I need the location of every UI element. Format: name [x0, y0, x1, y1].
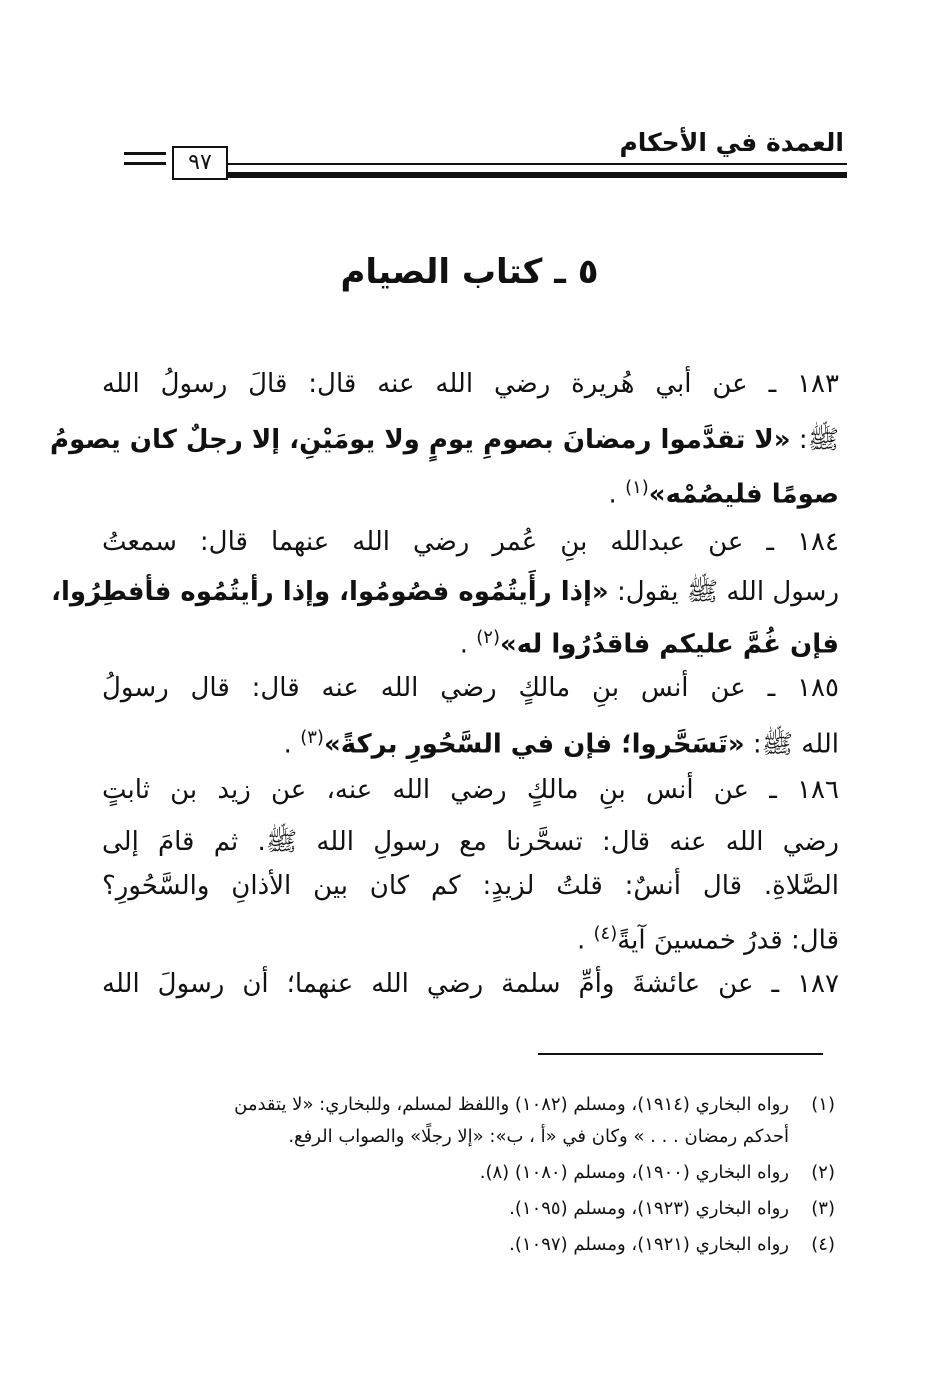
- footnote-2: (٢)رواه البخاري (١٩٠٠)، ومسلم (١٠٨٠) (٨).: [479, 1162, 835, 1183]
- hadith-186-line-1: ١٨٦ ـ عن أنس بنِ مالكٍ رضي الله عنه، عن زيد بن ثابتٍ: [102, 775, 839, 805]
- footnote-ref-4: (٤): [593, 923, 618, 944]
- footnote-4: (٤)رواه البخاري (١٩٢١)، ومسلم (١٠٩٧).: [509, 1234, 835, 1255]
- footnote-3: (٣)رواه البخاري (١٩٢٣)، ومسلم (١٠٩٥).: [509, 1198, 835, 1219]
- hadith-185-line-2: الله ﷺ: «تَسَحَّروا؛ فإن في السَّحُورِ بركةً»$^{(٣)}$ .: [283, 727, 839, 760]
- footnote-1-line-2: أحدكم رمضان . . . » وكان في «أ ، ب»: «إلا رجلًا» والصواب الرفع.: [288, 1126, 789, 1147]
- hadith-184-line-3: فإن غُمَّ عليكم فاقدُرُوا له»$^{(٢)}$ .: [459, 627, 839, 660]
- footnote-1-line-1: (١)رواه البخاري (١٩١٤)، ومسلم (١٠٨٢) واللفظ لمسلم، وللبخاري: «لا يتقدمن: [234, 1094, 835, 1115]
- hadith-186-line-2: رضي الله عنه قال: تسحَّرنا مع رسولِ الله ﷺ. ثم قامَ إلى: [102, 827, 839, 857]
- running-header-title: العمدة في الأحكام: [619, 128, 844, 157]
- hadith-183-line-3: صومًا فليصُمْه»$^{(١)}$ .: [608, 477, 839, 510]
- header-rule-thin: [228, 163, 847, 165]
- footnote-ref-2: (٢): [476, 627, 500, 648]
- chapter-title: ٥ ـ كتاب الصيام: [340, 252, 599, 292]
- hadith-184-line-2: رسول الله ﷺ يقول: «إذا رأَيتُمُوه فصُومُوا، وإذا رأيتُمُوه فأفطِرُوا،: [51, 577, 839, 607]
- footnote-ref-3: (٣): [300, 727, 324, 748]
- hadith-186-line-4: قال: قدرُ خمسينَ آيةً$^{(٤)}$ .: [576, 923, 839, 956]
- hadith-183-line-1: ١٨٣ ـ عن أبي هُريرة رضي الله عنه قال: قالَ رسولُ الله: [102, 369, 839, 399]
- footnote-separator: [538, 1053, 823, 1055]
- footnote-ref-1: (١): [625, 477, 649, 498]
- hadith-183-line-2: ﷺ: «لا تقدَّموا رمضانَ بصومِ يومٍ ولا يومَيْنِ، إلا رجلٌ كان يصومُ: [50, 425, 839, 455]
- header-dash-bottom: [124, 162, 166, 165]
- hadith-184-line-1: ١٨٤ ـ عن عبدالله بنِ عُمر رضي الله عنهما قال: سمعتُ: [102, 527, 839, 557]
- hadith-187-line-1: ١٨٧ ـ عن عائشةَ وأمِّ سلمة رضي الله عنهما؛ أن رسولَ الله: [102, 969, 839, 999]
- hadith-185-line-1: ١٨٥ ـ عن أنس بنِ مالكٍ رضي الله عنه قال: قال رسولُ: [102, 673, 839, 703]
- header-dash-top: [124, 152, 166, 155]
- page-number: ٩٧: [172, 146, 228, 180]
- hadith-186-line-3: الصَّلاةِ. قال أنسٌ: قلتُ لزيدٍ: كم كان بين الأذانِ والسَّحُورِ؟: [102, 871, 839, 901]
- header-rule-thick: [228, 172, 847, 178]
